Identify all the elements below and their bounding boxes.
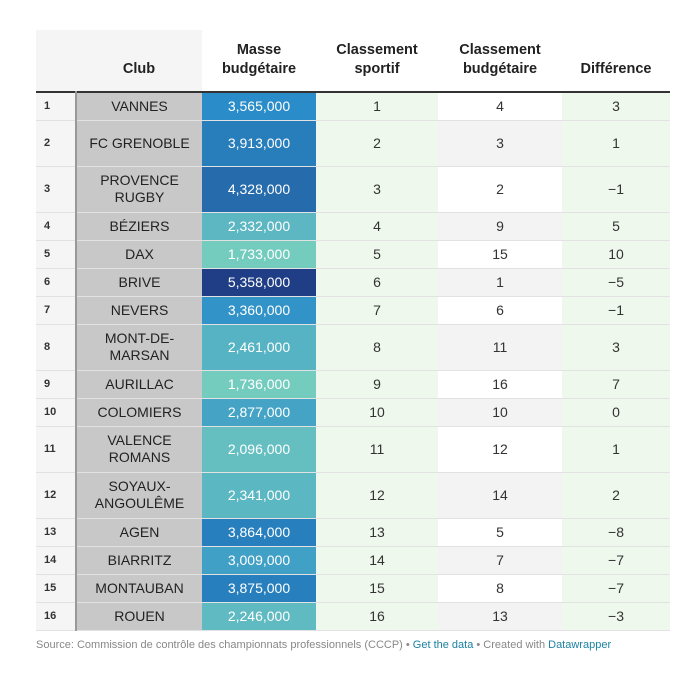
budget-rank-value: 16 [438, 370, 562, 398]
club-name: BRIVE [76, 268, 202, 296]
table-row [36, 472, 670, 518]
budget-rank-value: 2 [438, 166, 562, 212]
sport-rank-value: 10 [316, 398, 438, 426]
budget-value: 3,009,000 [202, 546, 316, 574]
budget-rank-value: 13 [438, 602, 562, 630]
table-row [36, 268, 670, 296]
budget-value: 2,332,000 [202, 212, 316, 240]
sport-rank-value: 14 [316, 546, 438, 574]
table-body [36, 92, 670, 630]
budget-rank-value: 15 [438, 240, 562, 268]
row-rank: 14 [36, 546, 76, 574]
difference-value: 1 [562, 120, 670, 166]
club-name: VALENCE ROMANS [76, 426, 202, 472]
table-row [36, 92, 670, 120]
difference-value: 1 [562, 426, 670, 472]
row-rank: 15 [36, 574, 76, 602]
header-club[interactable]: Club [76, 30, 202, 92]
budget-value: 2,341,000 [202, 472, 316, 518]
budget-value: 2,246,000 [202, 602, 316, 630]
difference-value: 3 [562, 324, 670, 370]
difference-value: −7 [562, 574, 670, 602]
sport-rank-value: 6 [316, 268, 438, 296]
budget-value: 2,877,000 [202, 398, 316, 426]
table-row [36, 518, 670, 546]
row-rank: 16 [36, 602, 76, 630]
difference-value: 3 [562, 92, 670, 120]
row-rank: 8 [36, 324, 76, 370]
club-name: BIARRITZ [76, 546, 202, 574]
club-name: FC GRENOBLE [76, 120, 202, 166]
budget-value: 3,864,000 [202, 518, 316, 546]
sport-rank-value: 15 [316, 574, 438, 602]
club-name: BÉZIERS [76, 212, 202, 240]
row-rank: 6 [36, 268, 76, 296]
row-rank: 2 [36, 120, 76, 166]
budget-value: 3,913,000 [202, 120, 316, 166]
sport-rank-value: 5 [316, 240, 438, 268]
sport-rank-value: 9 [316, 370, 438, 398]
header-budget-rank-label: Classement budgétaire [459, 42, 541, 77]
table-row [36, 426, 670, 472]
row-rank: 1 [36, 92, 76, 120]
budget-value: 3,875,000 [202, 574, 316, 602]
table-row [36, 546, 670, 574]
table-row [36, 120, 670, 166]
club-name: AURILLAC [76, 370, 202, 398]
club-name: AGEN [76, 518, 202, 546]
difference-value: 2 [562, 472, 670, 518]
sport-rank-value: 4 [316, 212, 438, 240]
row-rank: 4 [36, 212, 76, 240]
budget-rank-value: 7 [438, 546, 562, 574]
header-budget-rank[interactable] [438, 30, 562, 92]
header-difference[interactable]: Différence [580, 61, 652, 77]
sport-rank-value: 16 [316, 602, 438, 630]
table-row [36, 602, 670, 630]
sport-rank-value: 3 [316, 166, 438, 212]
footer-separator: • Created with [473, 639, 549, 651]
budget-rank-value: 14 [438, 472, 562, 518]
budget-value: 4,328,000 [202, 166, 316, 212]
club-name: DAX [76, 240, 202, 268]
header-sport-rank[interactable] [316, 30, 438, 92]
budget-rank-value: 3 [438, 120, 562, 166]
budget-value: 2,096,000 [202, 426, 316, 472]
row-rank: 13 [36, 518, 76, 546]
difference-value: −1 [562, 166, 670, 212]
row-rank: 3 [36, 166, 76, 212]
budget-value: 1,736,000 [202, 370, 316, 398]
budget-rank-value: 6 [438, 296, 562, 324]
table-row [36, 166, 670, 212]
row-rank: 7 [36, 296, 76, 324]
row-rank: 5 [36, 240, 76, 268]
club-name: ROUEN [76, 602, 202, 630]
budget-value: 5,358,000 [202, 268, 316, 296]
budget-value: 3,360,000 [202, 296, 316, 324]
table-row [36, 398, 670, 426]
sport-rank-value: 1 [316, 92, 438, 120]
difference-value: −3 [562, 602, 670, 630]
sport-rank-value: 2 [316, 120, 438, 166]
table-row [36, 370, 670, 398]
header-budget[interactable] [202, 30, 316, 92]
table-row [36, 212, 670, 240]
budget-value: 1,733,000 [202, 240, 316, 268]
difference-value: 5 [562, 212, 670, 240]
footer [36, 639, 611, 651]
header-budget-label: Masse budgétaire [221, 42, 297, 77]
row-rank: 11 [36, 426, 76, 472]
header-rank [36, 30, 76, 92]
header-sport-rank-label: Classement sportif [336, 42, 418, 77]
club-name: SOYAUX-ANGOULÊME [76, 472, 202, 518]
footer-source: Source: Commission de contrôle des championnats professionnels (CCCP) • [36, 639, 413, 651]
club-name: COLOMIERS [76, 398, 202, 426]
row-rank: 12 [36, 472, 76, 518]
difference-value: −8 [562, 518, 670, 546]
budget-rank-value: 12 [438, 426, 562, 472]
budget-rank-value: 4 [438, 92, 562, 120]
budget-value: 3,565,000 [202, 92, 316, 120]
budget-table [36, 30, 670, 631]
table-header-row [36, 30, 670, 92]
sport-rank-value: 12 [316, 472, 438, 518]
difference-value: 10 [562, 240, 670, 268]
table-row [36, 296, 670, 324]
get-data-link[interactable]: Get the data [412, 639, 474, 651]
data-table-container [36, 30, 670, 631]
difference-value: −5 [562, 268, 670, 296]
club-name: PROVENCE RUGBY [76, 166, 202, 212]
budget-rank-value: 8 [438, 574, 562, 602]
table-row [36, 240, 670, 268]
budget-rank-value: 11 [438, 324, 562, 370]
datawrapper-link[interactable]: Datawrapper [548, 639, 612, 651]
sport-rank-value: 13 [316, 518, 438, 546]
table-row [36, 324, 670, 370]
club-name: MONT-DE-MARSAN [76, 324, 202, 370]
club-name: NEVERS [76, 296, 202, 324]
sport-rank-value: 11 [316, 426, 438, 472]
budget-rank-value: 9 [438, 212, 562, 240]
sport-rank-value: 8 [316, 324, 438, 370]
sport-rank-value: 7 [316, 296, 438, 324]
budget-rank-value: 10 [438, 398, 562, 426]
row-rank: 10 [36, 398, 76, 426]
budget-rank-value: 1 [438, 268, 562, 296]
row-rank: 9 [36, 370, 76, 398]
difference-value: 0 [562, 398, 670, 426]
club-name: VANNES [76, 92, 202, 120]
budget-rank-value: 5 [438, 518, 562, 546]
difference-value: −1 [562, 296, 670, 324]
difference-value: 7 [562, 370, 670, 398]
table-row [36, 574, 670, 602]
budget-value: 2,461,000 [202, 324, 316, 370]
club-name: MONTAUBAN [76, 574, 202, 602]
difference-value: −7 [562, 546, 670, 574]
